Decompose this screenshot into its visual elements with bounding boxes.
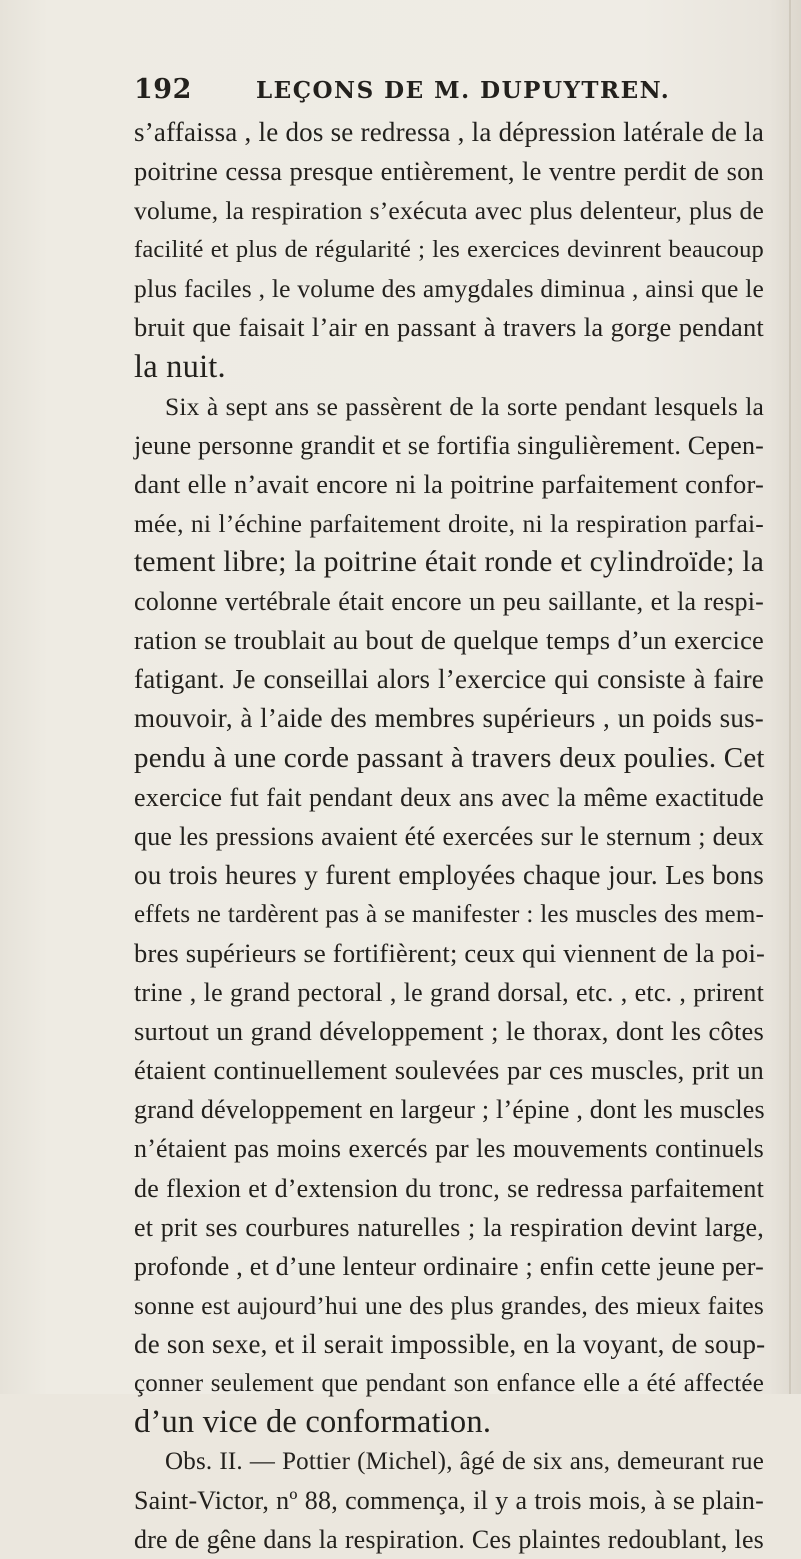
text-line: poitrine cessa presque entièrement, le ventre perdit de son <box>134 156 764 187</box>
page-number: 192 <box>134 74 192 105</box>
text-line: s’affaissa , le dos se redressa , la dépression latérale de la <box>134 117 764 147</box>
text-line: fatigant. Je conseillai alors l’exercice qui consiste à faire <box>134 664 764 695</box>
text-line: profonde , et d’une lenteur ordinaire ; enfin cette jeune per- <box>134 1251 764 1281</box>
text-line: de flexion et d’extension du tronc, se redressa parfaitement <box>134 1173 764 1203</box>
body-text <box>134 113 764 1559</box>
text-line: trine , le grand pectoral , le grand dorsal, etc. , etc. , prirent <box>134 978 764 1008</box>
text-line: pendu à une corde passant à travers deux poulies. Cet <box>134 741 765 774</box>
text-line: effets ne tardèrent pas à se manifester : les muscles des mem- <box>134 900 764 928</box>
text-line: grand développement en largeur ; l’épine , dont les muscles <box>134 1095 765 1125</box>
text-line: mée, ni l’échine parfaitement droite, ni la respiration parfai- <box>134 508 764 538</box>
text-line: ou trois heures y furent employées chaque jour. Les bons <box>134 859 764 890</box>
text-line: d’un vice de conformation. <box>134 1404 492 1441</box>
text-line: dant elle n’avait encore ni la poitrine parfaitement confor- <box>134 468 764 499</box>
text-line: facilité et plus de régularité ; les exercices devinrent beaucoup <box>134 236 764 264</box>
page-header <box>134 74 671 110</box>
page-edge-line <box>789 0 791 1394</box>
text-line: mouvoir, à l’aide des membres supérieurs , un poids sus- <box>134 703 764 734</box>
running-head: LEÇONS DE M. DUPUYTREN. <box>256 77 671 104</box>
text-line: que les pressions avaient été exercées sur le sternum ; deux <box>134 821 764 851</box>
text-line: la nuit. <box>134 348 226 385</box>
text-line: tement libre; la poitrine était ronde et cylindroïde; la <box>134 546 764 579</box>
text-line: ration se troublait au bout de quelque temps d’un exercice <box>134 625 764 656</box>
text-line: de son sexe, et il serait impossible, en la voyant, de soup- <box>134 1328 766 1359</box>
text-line: Six à sept ans se passèrent de la sorte pendant lesquels la <box>165 391 764 421</box>
text-line: colonne vertébrale était encore un peu saillante, et la respi- <box>134 587 764 617</box>
text-line: Saint-Victor, nº 88, commença, il y a trois mois, à se plain- <box>134 1486 764 1516</box>
text-line: çonner seulement que pendant son enfance elle a été affectée <box>134 1370 764 1397</box>
text-line: surtout un grand développement ; le thorax, dont les côtes <box>134 1016 764 1047</box>
text-line: sonne est aujourd’hui une des plus grandes, des mieux faites <box>134 1290 764 1320</box>
text-line: étaient continuellement soulevées par ces muscles, prit un <box>134 1055 764 1086</box>
text-line: jeune personne grandit et se fortifia singulièrement. Cepen- <box>134 430 765 460</box>
text-line: dre de gêne dans la respiration. Ces plaintes redoublant, les <box>134 1525 764 1555</box>
text-line: volume, la respiration s’exécuta avec plus delenteur, plus de <box>134 196 764 226</box>
text-line: n’étaient pas moins exercés par les mouvements continuels <box>134 1134 764 1164</box>
text-line: Obs. II. — Pottier (Michel), âgé de six ans, demeurant rue <box>165 1448 764 1476</box>
text-line: plus faciles , le volume des amygdales diminua , ainsi que le <box>134 274 764 304</box>
text-line: et prit ses courbures naturelles ; la respiration devint large, <box>134 1212 764 1242</box>
text-line: bres supérieurs se fortifièrent; ceux qui viennent de la poi- <box>134 937 766 968</box>
text-line: exercice fut fait pendant deux ans avec la même exactitude <box>134 782 764 812</box>
text-line: bruit que faisait l’air en passant à travers la gorge pendant <box>134 312 764 343</box>
